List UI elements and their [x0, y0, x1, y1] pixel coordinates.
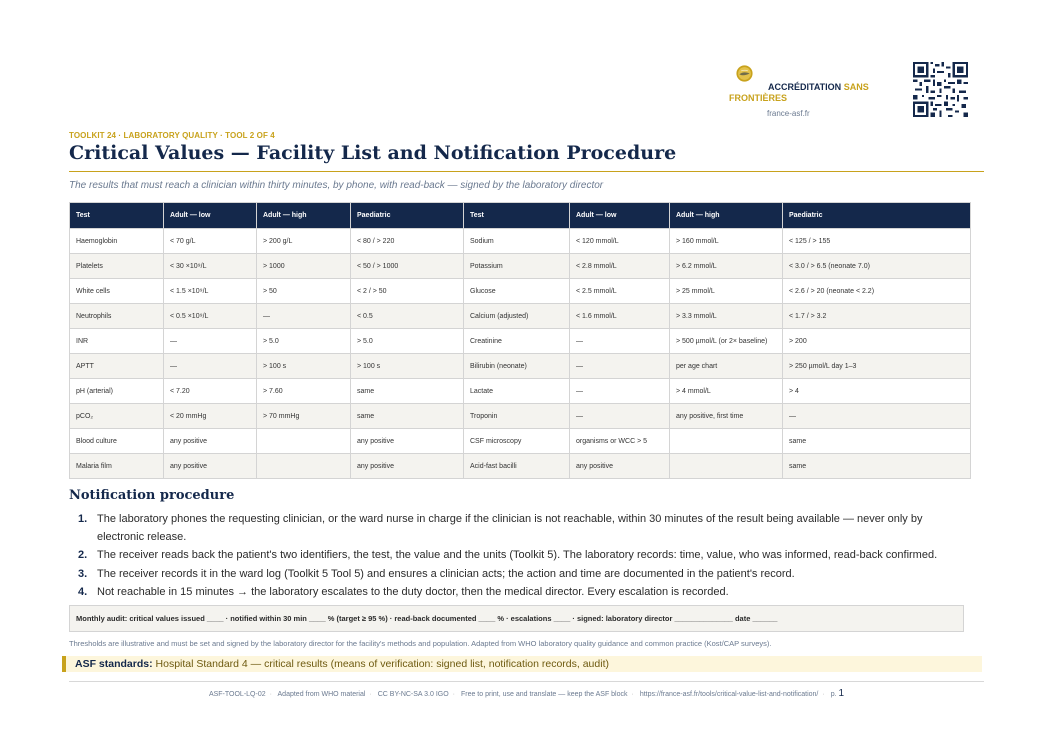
table-cell: < 80 / > 220 — [351, 229, 464, 254]
table-body — [70, 229, 971, 479]
column-header: Test — [464, 203, 570, 229]
table-cell: APTT — [70, 354, 164, 379]
table-cell: any positive — [164, 429, 257, 454]
step-text: The laboratory phones the requesting clinician, or the ward nurse in charge if the clinician is not reachable, within 30 minutes of the result being available — never only by electronic release. — [97, 513, 923, 543]
step-text: The receiver records it in the ward log (Toolkit 5 Tool 5) and ensures a clinician acts; the action and time are documented in the patient's record. — [97, 567, 795, 580]
table-cell: Troponin — [464, 404, 570, 429]
table-cell: Haemoglobin — [70, 229, 164, 254]
critical-values-table — [69, 202, 971, 479]
table-row — [70, 379, 971, 404]
table-cell: — — [257, 304, 351, 329]
page-subtitle: The results that must reach a clinician within thirty minutes, by phone, with read-back — signed by the laboratory director — [69, 180, 604, 191]
table-cell: — — [570, 354, 670, 379]
table-cell: Creatinine — [464, 329, 570, 354]
table-row — [70, 329, 971, 354]
table-cell: Bilirubin (neonate) — [464, 354, 570, 379]
column-header: Adult — high — [670, 203, 783, 229]
table-cell: CSF microscopy — [464, 429, 570, 454]
table-cell — [670, 454, 783, 479]
table-cell: < 120 mmol/L — [570, 229, 670, 254]
table-cell: < 0.5 — [351, 304, 464, 329]
procedure-steps — [69, 511, 969, 603]
procedure-step — [69, 566, 969, 584]
table-row — [70, 279, 971, 304]
footer-license: CC BY-NC-SA 3.0 IGO — [377, 691, 449, 698]
table-cell: > 200 — [783, 329, 971, 354]
table-row — [70, 454, 971, 479]
table-cell: < 3.0 / > 6.5 (neonate 7.0) — [783, 254, 971, 279]
standards-label: ASF standards: — [75, 658, 153, 670]
title-divider — [69, 171, 984, 172]
procedure-step — [69, 547, 969, 565]
table-cell: Glucose — [464, 279, 570, 304]
table-cell: > 50 — [257, 279, 351, 304]
column-header: Adult — low — [570, 203, 670, 229]
table-row — [70, 354, 971, 379]
table-cell: Neutrophils — [70, 304, 164, 329]
table-cell: pCO₂ — [70, 404, 164, 429]
table-cell: any positive — [351, 454, 464, 479]
qr-code-icon — [913, 62, 968, 117]
table-cell: < 2 / > 50 — [351, 279, 464, 304]
procedure-step — [69, 511, 969, 546]
table-cell: any positive, first time — [670, 404, 783, 429]
table-cell: Sodium — [464, 229, 570, 254]
table-cell: > 1000 — [257, 254, 351, 279]
procedure-step — [69, 584, 969, 602]
step-text: The receiver reads back the patient's two identifiers, the test, the value and the units (Toolkit 5). The laboratory records: time, value, who was informed, read-back confirmed. — [97, 549, 938, 561]
step-number: 4. — [78, 586, 88, 598]
step-number: 3. — [78, 567, 88, 580]
table-cell — [670, 429, 783, 454]
asf-standards-callout — [62, 656, 982, 672]
section-title: Notification procedure — [69, 488, 235, 503]
table-cell: > 5.0 — [257, 329, 351, 354]
table-cell: > 70 mmHg — [257, 404, 351, 429]
brand-name — [729, 82, 889, 104]
table-cell: < 1.5 ×10⁹/L — [164, 279, 257, 304]
table-cell: > 250 µmol/L day 1–3 — [783, 354, 971, 379]
table-cell: < 2.8 mmol/L — [570, 254, 670, 279]
table-cell: > 200 g/L — [257, 229, 351, 254]
table-cell: > 4 mmol/L — [670, 379, 783, 404]
table-cell: pH (arterial) — [70, 379, 164, 404]
table-cell: INR — [70, 329, 164, 354]
table-cell: Platelets — [70, 254, 164, 279]
table-cell: Acid-fast bacilli — [464, 454, 570, 479]
table-cell — [257, 454, 351, 479]
table-header-row — [70, 203, 971, 229]
page-prefix: p. — [830, 691, 837, 698]
column-header: Paediatric — [351, 203, 464, 229]
globe-emblem-icon — [736, 65, 753, 82]
footer-usage: Free to print, use and translate — keep the ASF block — [460, 691, 628, 698]
table-cell: per age chart — [670, 354, 783, 379]
monthly-audit-box: Monthly audit: critical values issued ____ · notified within 30 min ____ % (target ≥ 95 %) · read-back documented ____ % · escalations ____ · signed: laboratory director ______________ date ______ — [69, 605, 964, 632]
table-cell: any positive — [351, 429, 464, 454]
table-cell: Lactate — [464, 379, 570, 404]
table-cell: same — [351, 404, 464, 429]
table-cell: < 1.7 / > 3.2 — [783, 304, 971, 329]
table-cell: organisms or WCC > 5 — [570, 429, 670, 454]
step-number: 1. — [78, 513, 88, 525]
table-row — [70, 254, 971, 279]
standards-text: Hospital Standard 4 — critical results (means of verification: signed list, notification records, audit) — [155, 658, 609, 670]
table-cell: — — [164, 354, 257, 379]
table-cell: Potassium — [464, 254, 570, 279]
table-cell: any positive — [570, 454, 670, 479]
column-header: Adult — high — [257, 203, 351, 229]
table-cell: any positive — [164, 454, 257, 479]
table-cell: < 125 / > 155 — [783, 229, 971, 254]
table-cell: — — [164, 329, 257, 354]
table-cell: — — [570, 379, 670, 404]
table-cell: < 0.5 ×10⁹/L — [164, 304, 257, 329]
table-cell: > 3.3 mmol/L — [670, 304, 783, 329]
footer-source: Adapted from WHO material — [277, 691, 366, 698]
table-cell: — — [570, 404, 670, 429]
table-cell: > 25 mmol/L — [670, 279, 783, 304]
table-cell: > 6.2 mmol/L — [670, 254, 783, 279]
table-cell: < 70 g/L — [164, 229, 257, 254]
column-header: Adult — low — [164, 203, 257, 229]
page-title: Critical Values — Facility List and Notification Procedure — [69, 142, 677, 164]
table-cell: > 100 s — [257, 354, 351, 379]
table-cell: — — [783, 404, 971, 429]
table-row — [70, 429, 971, 454]
table-cell: > 4 — [783, 379, 971, 404]
table-cell: — — [570, 329, 670, 354]
table-cell: < 2.5 mmol/L — [570, 279, 670, 304]
table-cell: White cells — [70, 279, 164, 304]
step-text: Not reachable in 15 minutes → the laboratory escalates to the duty doctor, then the medical director. Every escalation is recorded. — [97, 586, 729, 598]
footer-url[interactable]: https://france-asf.fr/tools/critical-value-list-and-notification/ — [639, 691, 819, 698]
threshold-note: Thresholds are illustrative and must be set and signed by the laboratory director for the facility's methods and population. Adapted from WHO laboratory quality guidance and common practice (Kost/CAP surveys). — [69, 639, 772, 648]
table-cell: same — [783, 454, 971, 479]
table-cell: < 1.6 mmol/L — [570, 304, 670, 329]
table-cell: < 7.20 — [164, 379, 257, 404]
column-header: Test — [70, 203, 164, 229]
table-cell: same — [351, 379, 464, 404]
footer-doc-id: ASF-TOOL-LQ-02 — [208, 691, 266, 698]
table-row — [70, 304, 971, 329]
column-header: Paediatric — [783, 203, 971, 229]
table-cell: Malaria film — [70, 454, 164, 479]
table-cell — [257, 429, 351, 454]
brand-name-part2: SANS FRONTIÈRES — [729, 82, 869, 103]
table-cell: < 30 ×10⁹/L — [164, 254, 257, 279]
table-cell: > 160 mmol/L — [670, 229, 783, 254]
page-footer: ASF-TOOL-LQ-02 · Adapted from WHO material · CC BY-NC-SA 3.0 IGO · Free to print, use and translate — keep the ASF block · https://france-asf.fr/tools/critical-value-list-and-notification/ · p. 1 — [208, 688, 845, 699]
page-number: 1 — [838, 688, 845, 699]
table-cell: > 500 µmol/L (or 2× baseline) — [670, 329, 783, 354]
table-row — [70, 404, 971, 429]
brand-name-part1: ACCRÉDITATION — [768, 82, 842, 92]
step-number: 2. — [78, 549, 88, 561]
table-cell: < 20 mmHg — [164, 404, 257, 429]
table-cell: same — [783, 429, 971, 454]
table-cell: > 5.0 — [351, 329, 464, 354]
table-cell: > 7.60 — [257, 379, 351, 404]
kicker: TOOLKIT 24 · LABORATORY QUALITY · TOOL 2 OF 4 — [69, 131, 275, 140]
table-cell: Blood culture — [70, 429, 164, 454]
brand-url: france-asf.fr — [767, 109, 810, 118]
table-cell: < 2.6 / > 20 (neonate < 2.2) — [783, 279, 971, 304]
table-cell: > 100 s — [351, 354, 464, 379]
table-cell: < 50 / > 1000 — [351, 254, 464, 279]
table-cell: Calcium (adjusted) — [464, 304, 570, 329]
table-row — [70, 229, 971, 254]
footer-divider — [69, 681, 984, 682]
